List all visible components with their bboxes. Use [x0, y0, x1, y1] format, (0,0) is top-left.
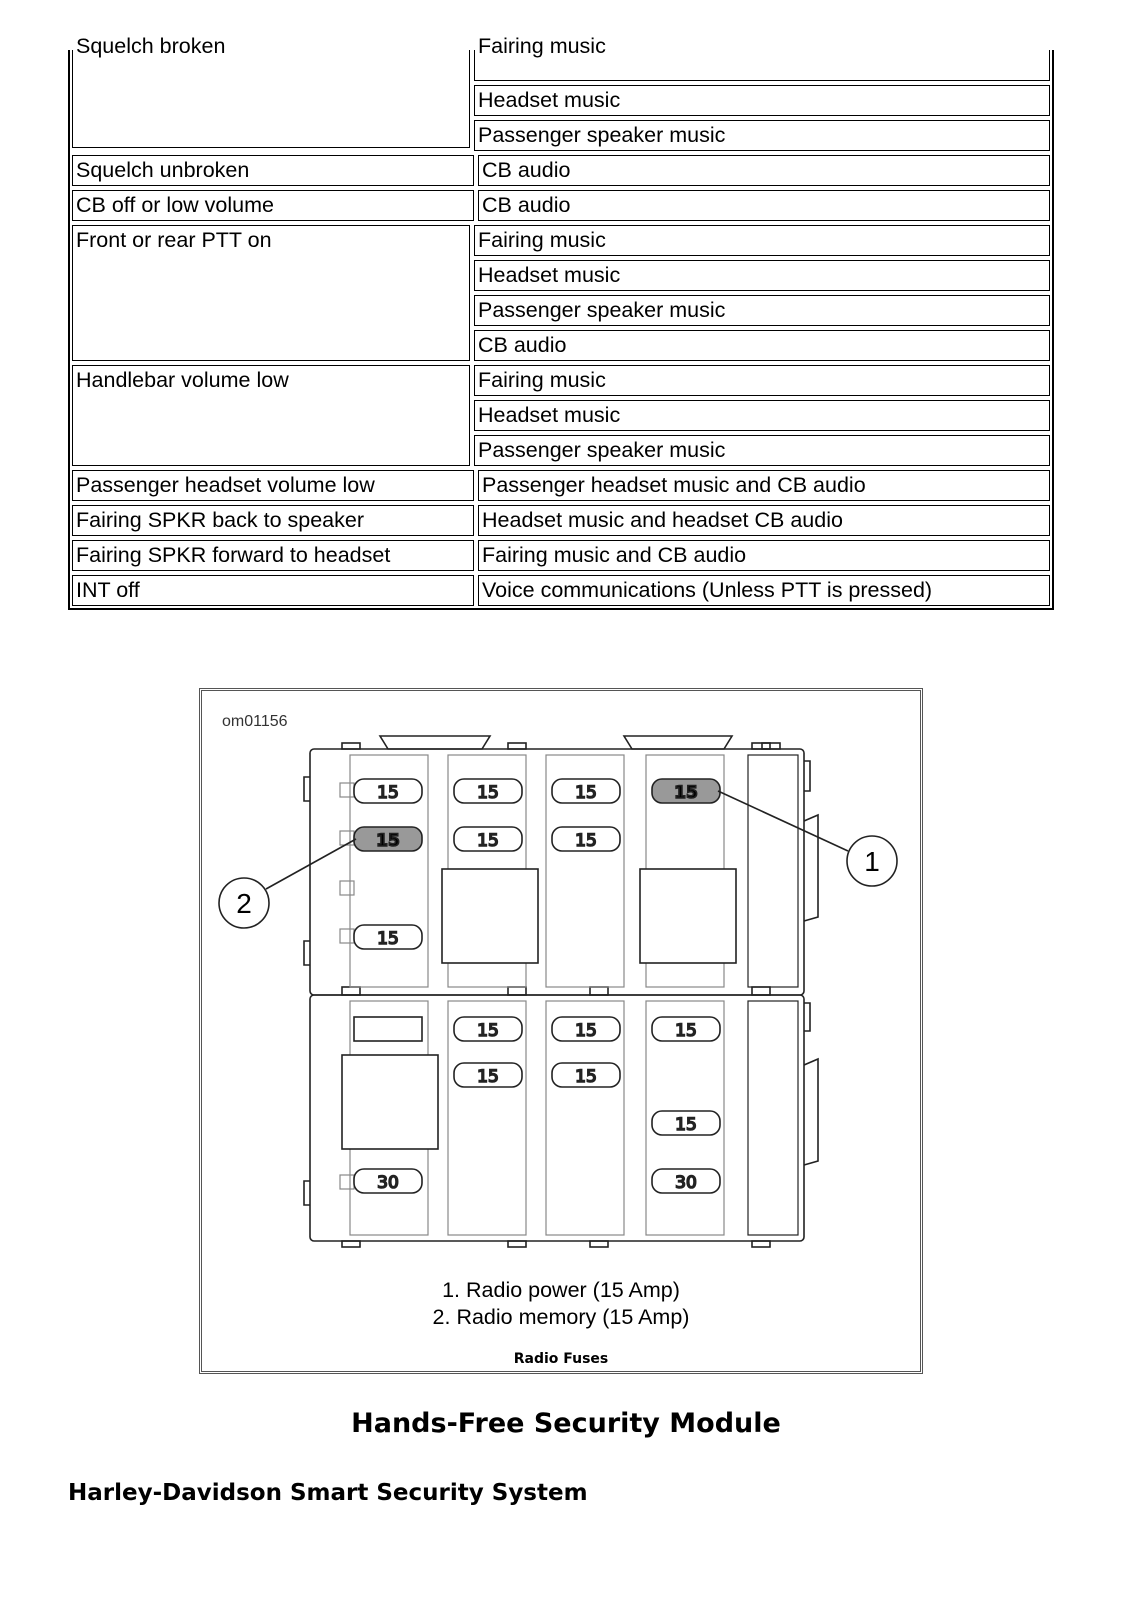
- fuse-rating: 15: [477, 831, 499, 851]
- condition-cell: Squelch broken: [72, 50, 470, 148]
- fuse-rating: 15: [575, 831, 597, 851]
- legend-item: 2. Radio memory (15 Amp): [432, 1305, 690, 1329]
- figure-caption: Radio Fuses: [513, 1351, 609, 1367]
- radio-memory-fuse: [354, 827, 422, 851]
- condition-cell: INT off: [72, 575, 474, 606]
- figure-legend: [202, 1277, 920, 1331]
- output-cell: CB audio: [478, 155, 1050, 186]
- table-row: [70, 538, 1052, 573]
- output-cell: Headset music: [474, 260, 1050, 291]
- output-cell: Passenger speaker music: [474, 120, 1050, 151]
- fuse-rating: 15: [477, 1067, 499, 1087]
- output-cell: Fairing music: [474, 365, 1050, 396]
- legend-item: 1. Radio power (15 Amp): [442, 1278, 680, 1302]
- fuse-rating: 15: [377, 929, 399, 949]
- fuse-rating: 15: [377, 783, 399, 803]
- fuse-block-diagram: [202, 691, 920, 1371]
- fuse-rating: 15: [477, 1021, 499, 1041]
- condition-cell: Fairing SPKR back to speaker: [72, 505, 474, 536]
- output-cell: Headset music: [474, 400, 1050, 431]
- output-cell: Passenger speaker music: [474, 295, 1050, 326]
- output-table: [68, 34, 1054, 610]
- table-row: [70, 468, 1052, 503]
- output-cell: Passenger speaker music: [474, 435, 1050, 466]
- condition-cell: CB off or low volume: [72, 190, 474, 221]
- callout-1: 1: [864, 846, 880, 877]
- output-cell: Fairing music: [474, 225, 1050, 256]
- output-cell: Headset music: [474, 85, 1050, 116]
- table-row: [70, 188, 1052, 223]
- fuse-rating: 30: [377, 1173, 399, 1193]
- condition-cell: Squelch unbroken: [72, 155, 474, 186]
- table-row-group: [70, 223, 1052, 363]
- output-cell: Fairing music: [474, 50, 1050, 81]
- fuse-rating: 30: [675, 1173, 697, 1193]
- table-row: [70, 573, 1052, 608]
- fuse-rating: 15: [575, 783, 597, 803]
- fuse-rating: 15: [675, 1115, 697, 1135]
- condition-cell: Handlebar volume low: [72, 365, 470, 466]
- output-cell: CB audio: [478, 190, 1050, 221]
- fuse-rating: 15: [575, 1067, 597, 1087]
- radio-power-fuse: [652, 779, 720, 803]
- fuse-rating: 15: [674, 783, 698, 803]
- fuse-rating: 15: [575, 1021, 597, 1041]
- fuse-rating: 15: [477, 783, 499, 803]
- fuse-rating: 15: [376, 831, 400, 851]
- section-heading: Hands-Free Security Module: [351, 1408, 781, 1439]
- figure-id: om01156: [222, 713, 288, 730]
- output-cell: CB audio: [474, 330, 1050, 361]
- radio-fuses-figure: [199, 688, 923, 1374]
- subsection-heading: Harley-Davidson Smart Security System: [68, 1480, 588, 1506]
- callout-2: 2: [236, 888, 252, 919]
- condition-cell: Fairing SPKR forward to headset: [72, 540, 474, 571]
- output-cell: Fairing music and CB audio: [478, 540, 1050, 571]
- output-cell: Headset music and headset CB audio: [478, 505, 1050, 536]
- table-row: [70, 503, 1052, 538]
- condition-cell: Passenger headset volume low: [72, 470, 474, 501]
- output-cell: Passenger headset music and CB audio: [478, 470, 1050, 501]
- output-cell: Voice communications (Unless PTT is pressed): [478, 575, 1050, 606]
- condition-cell: Front or rear PTT on: [72, 225, 470, 361]
- table-row-group: [70, 363, 1052, 468]
- table-row-group: [70, 34, 1052, 153]
- table-row: [70, 153, 1052, 188]
- fuse-rating: 15: [675, 1021, 697, 1041]
